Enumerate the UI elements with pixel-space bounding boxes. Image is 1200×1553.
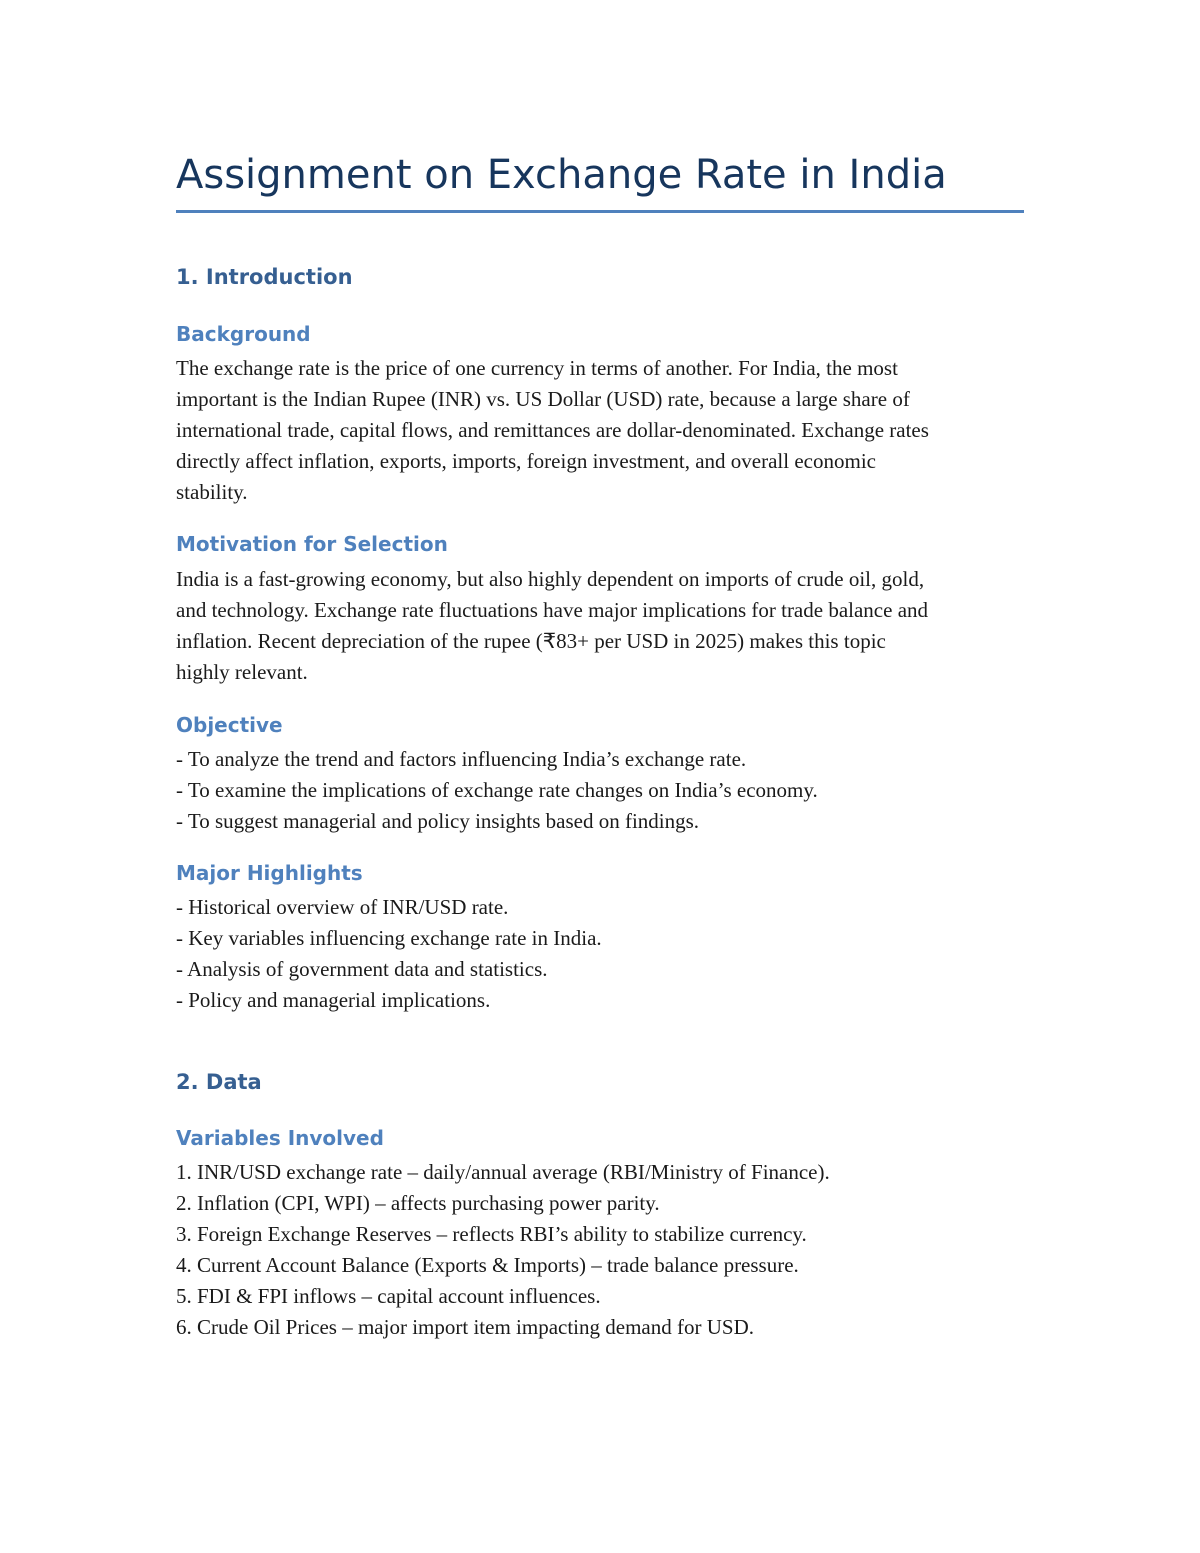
list-item: - Policy and managerial implications.: [176, 988, 491, 1012]
list-item: 3. Foreign Exchange Reserves – reflects RBI’s ability to stabilize currency.: [176, 1222, 807, 1246]
text-line: India is a fast-growing economy, but also highly dependent on imports of crude oil, gold,: [176, 567, 925, 591]
text-line: and technology. Exchange rate fluctuations have major implications for trade balance and: [176, 598, 929, 622]
list-item: - Historical overview of INR/USD rate.: [176, 895, 509, 919]
section-heading-data: 2. Data: [176, 1070, 262, 1094]
paragraph-background: [176, 353, 1024, 508]
text-line: The exchange rate is the price of one currency in terms of another. For India, the most: [176, 356, 898, 380]
list-item: 1. INR/USD exchange rate – daily/annual average (RBI/Ministry of Finance).: [176, 1160, 830, 1184]
subheading-background: Background: [176, 322, 311, 346]
list-item: - Key variables influencing exchange rate in India.: [176, 926, 602, 950]
text-line: stability.: [176, 480, 248, 504]
list-item: - To examine the implications of exchange rate changes on India’s economy.: [176, 778, 818, 802]
paragraph-motivation: [176, 564, 1024, 688]
section-heading-introduction: 1. Introduction: [176, 265, 353, 289]
text-line: inflation. Recent depreciation of the rupee (₹83+ per USD in 2025) makes this topic: [176, 629, 886, 653]
subheading-variables-involved: Variables Involved: [176, 1126, 384, 1150]
list-item: - To suggest managerial and policy insights based on findings.: [176, 809, 700, 833]
list-objective: [176, 744, 1024, 837]
text-line: highly relevant.: [176, 660, 308, 684]
subheading-objective: Objective: [176, 713, 283, 737]
text-line: important is the Indian Rupee (INR) vs. US Dollar (USD) rate, because a large share of: [176, 387, 910, 411]
document-title: Assignment on Exchange Rate in India: [176, 152, 947, 198]
list-major-highlights: [176, 892, 1024, 1016]
text-line: international trade, capital flows, and remittances are dollar-denominated. Exchange rates: [176, 418, 929, 442]
list-item: 6. Crude Oil Prices – major import item impacting demand for USD.: [176, 1315, 754, 1339]
title-underline: [176, 210, 1024, 213]
list-item: 4. Current Account Balance (Exports & Imports) – trade balance pressure.: [176, 1253, 799, 1277]
subheading-major-highlights: Major Highlights: [176, 861, 363, 885]
text-line: directly affect inflation, exports, imports, foreign investment, and overall economic: [176, 449, 876, 473]
list-item: - Analysis of government data and statistics.: [176, 957, 548, 981]
list-variables-involved: [176, 1157, 1024, 1343]
subheading-motivation: Motivation for Selection: [176, 532, 448, 556]
list-item: - To analyze the trend and factors influencing India’s exchange rate.: [176, 747, 747, 771]
list-item: 2. Inflation (CPI, WPI) – affects purchasing power parity.: [176, 1191, 660, 1215]
list-item: 5. FDI & FPI inflows – capital account influences.: [176, 1284, 601, 1308]
